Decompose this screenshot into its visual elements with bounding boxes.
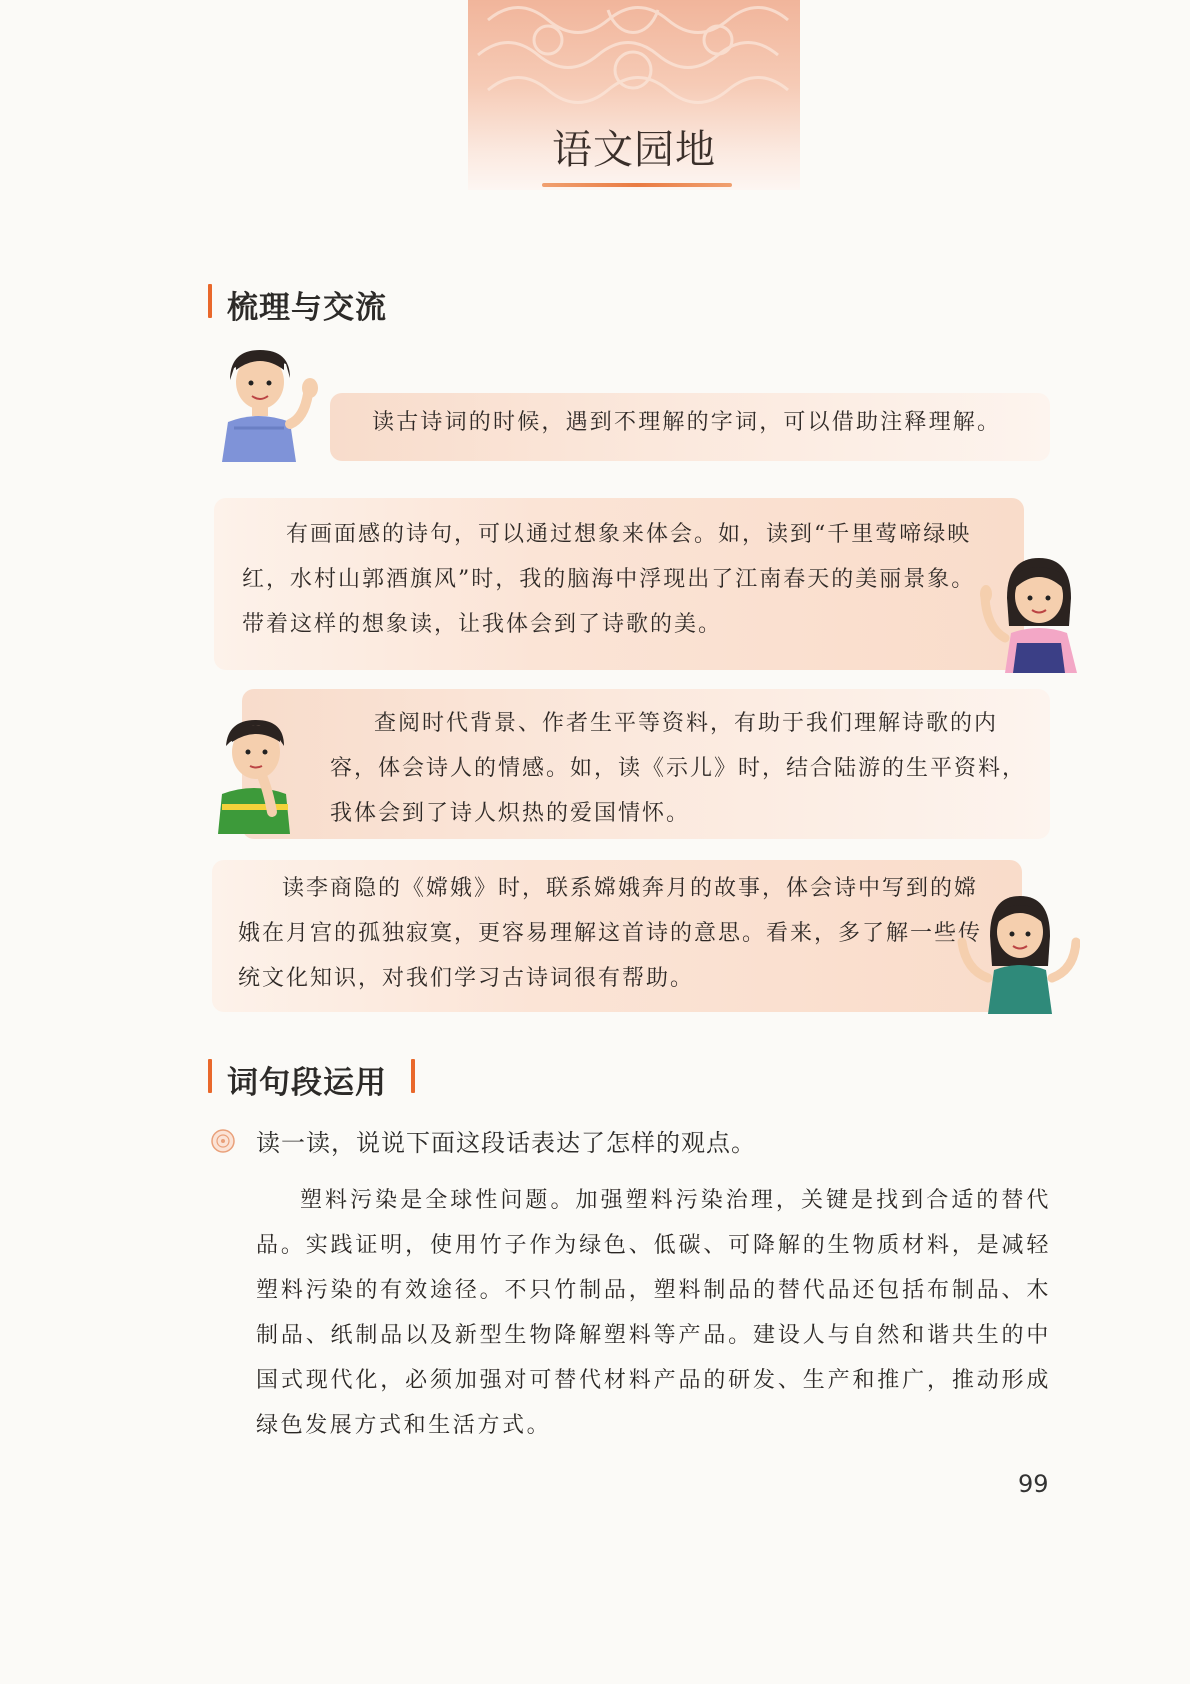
bubble-text-3: 查阅时代背景、作者生平等资料，有助于我们理解诗歌的内容，体会诗人的情感。如，读《示儿》时，结合陆游的生平资料，我体会到了诗人炽热的爱国情怀。 [330, 711, 1027, 826]
speech-bubble-2 [214, 498, 1024, 670]
bubble-text-2: 有画面感的诗句，可以通过想象来体会。如，读到“千里莺啼绿映红，水村山郭酒旗风”时，我的脑海中浮现出了江南春天的美丽景象。带着这样的想象读，让我体会到了诗歌的美。 [242, 522, 976, 637]
speech-bubble-3 [242, 689, 1050, 839]
section-title-2: 词句段运用 [227, 1065, 387, 1101]
section-marker-end [411, 1059, 415, 1093]
bubble-text-4: 读李商隐的《嫦娥》时，联系嫦娥奔月的故事，体会诗中写到的嫦娥在月宫的孤独寂寞，更容易理解这首诗的意思。看来，多了解一些传统文化知识，对我们学习古诗词很有帮助。 [238, 876, 983, 991]
section-marker [208, 1059, 212, 1093]
girl-teal-shirt-icon [950, 886, 1080, 1014]
speech-bubble-1 [330, 393, 1050, 461]
bubble-text-1: 读古诗词的时候，遇到不理解的字词，可以借助注释理解。 [372, 410, 1002, 435]
boy-green-shirt-icon [212, 712, 302, 834]
passage-text: 塑料污染是全球性问题。加强塑料污染治理，关键是找到合适的替代品。实践证明，使用竹子作为绿色、低碳、可降解的生物质材料，是减轻塑料污染的有效途径。不只竹制品，塑料制品的替代品还包括布制品、木制品、纸制品以及新型生物降解塑料等产品。建设人与自然和谐共生的中国式现代化，必须加强对可替代材料产品的研发、生产和推广，推动形成绿色发展方式和生活方式。 [256, 1188, 1051, 1438]
boy-blue-shirt-icon [212, 340, 327, 462]
reading-passage [256, 1178, 1051, 1448]
page-number: 99 [1018, 1470, 1049, 1498]
page-title: 语文园地 [552, 127, 716, 173]
header-banner [468, 0, 800, 190]
exercise-flower-icon [210, 1128, 236, 1154]
girl-pink-overalls-icon [975, 548, 1085, 673]
section-marker [208, 284, 212, 318]
title-underline [542, 183, 732, 187]
section-title-1: 梳理与交流 [227, 290, 387, 326]
speech-bubble-4 [212, 860, 1022, 1012]
exercise-prompt: 读一读，说说下面这段话表达了怎样的观点。 [256, 1129, 756, 1157]
